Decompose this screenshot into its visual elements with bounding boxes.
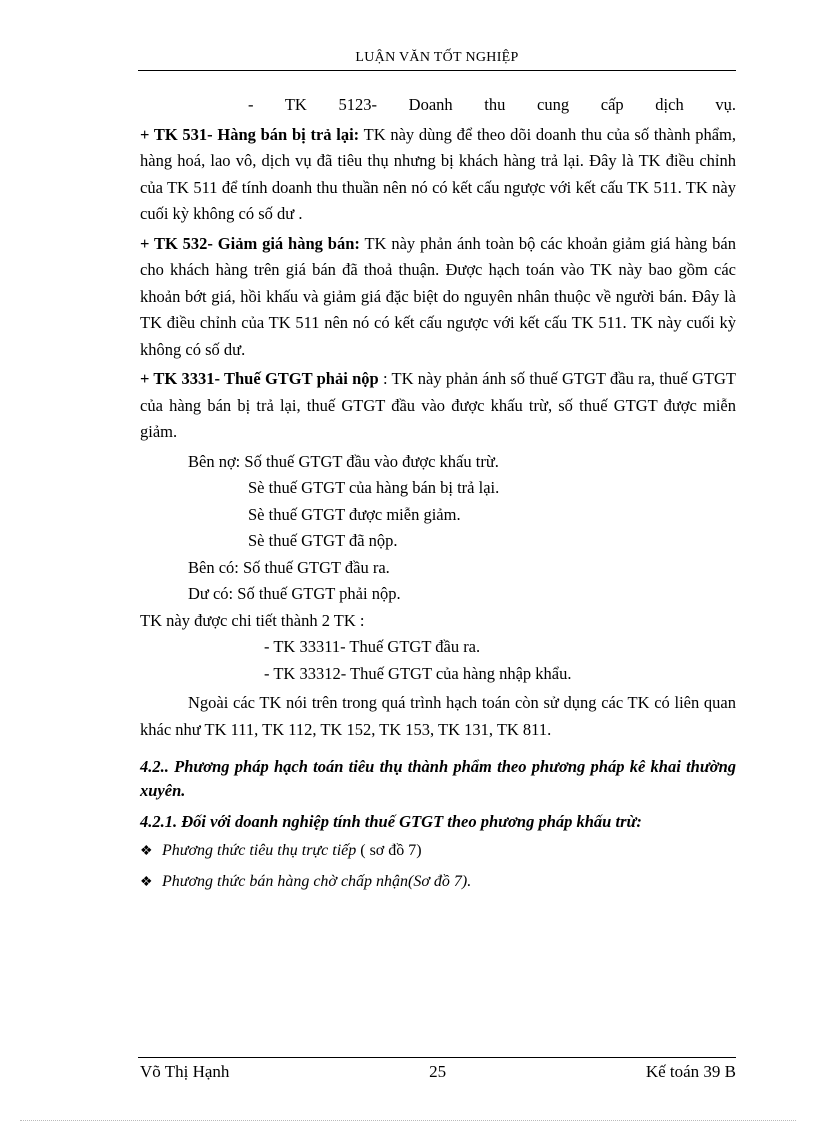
- ben-no-line: Sè thuế GTGT của hàng bán bị trả lại.: [248, 478, 500, 497]
- bullet-text: Phương thức bán hàng chờ chấp nhận(Sơ đồ 7).: [162, 872, 472, 890]
- footer-class: Kế toán 39 B: [645, 1062, 736, 1081]
- paragraph-tk531: [140, 122, 736, 228]
- page-body: [140, 92, 736, 898]
- tk3331-text: : TK này phản ánh số thuế GTGT đầu ra, thuế GTGT của hàng bán bị trả lại, thuế GTGT đầu vào được khấu trừ, số thuế GTGT được miễn giảm.: [140, 369, 736, 441]
- ben-co-line: Bên có: Số thuế GTGT đầu ra.: [188, 557, 390, 577]
- section-heading-4-2: 4.2.. Phương pháp hạch toán tiêu thụ thành phẩm theo phương pháp kê khai thường xuyên.: [140, 757, 736, 800]
- footer-author: Võ Thị Hạnh: [140, 1062, 230, 1081]
- diamond-bullet-icon: ❖: [140, 874, 153, 890]
- du-co-line: Dư có: Số thuế GTGT phải nộp.: [188, 584, 401, 603]
- page-end-rule: [20, 1120, 796, 1121]
- bullet-item: [140, 836, 736, 867]
- ben-no-line: Sè thuế GTGT đã nộp.: [248, 531, 398, 550]
- page-header: LUẬN VĂN TỐT NGHIỆP: [355, 50, 519, 65]
- chi-tiet-line: TK này được chi tiết thành 2 TK :: [140, 610, 365, 630]
- paragraph-tk532: [140, 231, 736, 364]
- tk532-text: TK này phản ánh toàn bộ các khoản giảm giá hàng bán cho khách hàng trên giá bán đã thoả thuận. Được hạch toán vào TK này bao gồm các khoản bớt giá, hồi khấu và giảm giá đặc biệt do nguyên nhân thuộc về người bán. Đây là TK điều chỉnh của TK 511 nên nó có kết cấu ngược với kết cấu TK 511. TK này cuối kỳ không có số dư.: [140, 233, 736, 359]
- paragraph-ngoai: Ngoài các TK nói trên trong quá trình hạch toán còn sử dụng các TK có liên quan khác như TK 111, TK 112, TK 152, TK 153, TK 131, TK 811.: [140, 693, 736, 739]
- footer-rule: [138, 1057, 736, 1058]
- bullet-tail: ( sơ đồ 7): [356, 841, 422, 859]
- ben-no-line: Sè thuế GTGT được miễn giảm.: [248, 504, 461, 524]
- section-heading-4-2-1: 4.2.1. Đối với doanh nghiệp tính thuế GTGT theo phương pháp khấu trừ:: [140, 812, 642, 831]
- diamond-bullet-icon: ❖: [140, 843, 153, 859]
- bullet-text: Phương thức tiêu thụ trực tiếp: [162, 841, 357, 859]
- tk531-text: TK này dùng để theo dõi doanh thu của số thành phẩm, hàng hoá, lao vô, dịch vụ đã tiêu thụ nhưng bị khách hàng trả lại. Đây là TK điều chỉnh của TK 511 để tính doanh thu thuần nên nó có kết cấu ngược với kết cấu TK 511. TK này cuối kỳ không có số dư .: [140, 124, 736, 223]
- header-rule: [138, 70, 736, 71]
- paragraph-tk3331: [140, 366, 736, 446]
- tk3331-label: + TK 3331- Thuế GTGT phải nộp: [140, 369, 379, 388]
- line-tk5123: - TK 5123- Doanh thu cung cấp dịch vụ.: [248, 95, 736, 114]
- sub-tk-item: - TK 33311- Thuế GTGT đầu ra.: [264, 637, 481, 656]
- sub-tk-item: - TK 33312- Thuế GTGT của hàng nhập khẩu.: [264, 663, 572, 683]
- bullet-item: [140, 867, 736, 898]
- tk531-label: + TK 531- Hàng bán bị trả lại:: [140, 124, 360, 144]
- tk532-label: + TK 532- Giảm giá hàng bán:: [140, 233, 360, 253]
- ben-no-line: Bên nợ: Số thuế GTGT đầu vào được khấu trừ.: [188, 451, 499, 471]
- footer-page-number: 25: [429, 1062, 447, 1081]
- page-footer: [140, 1062, 736, 1082]
